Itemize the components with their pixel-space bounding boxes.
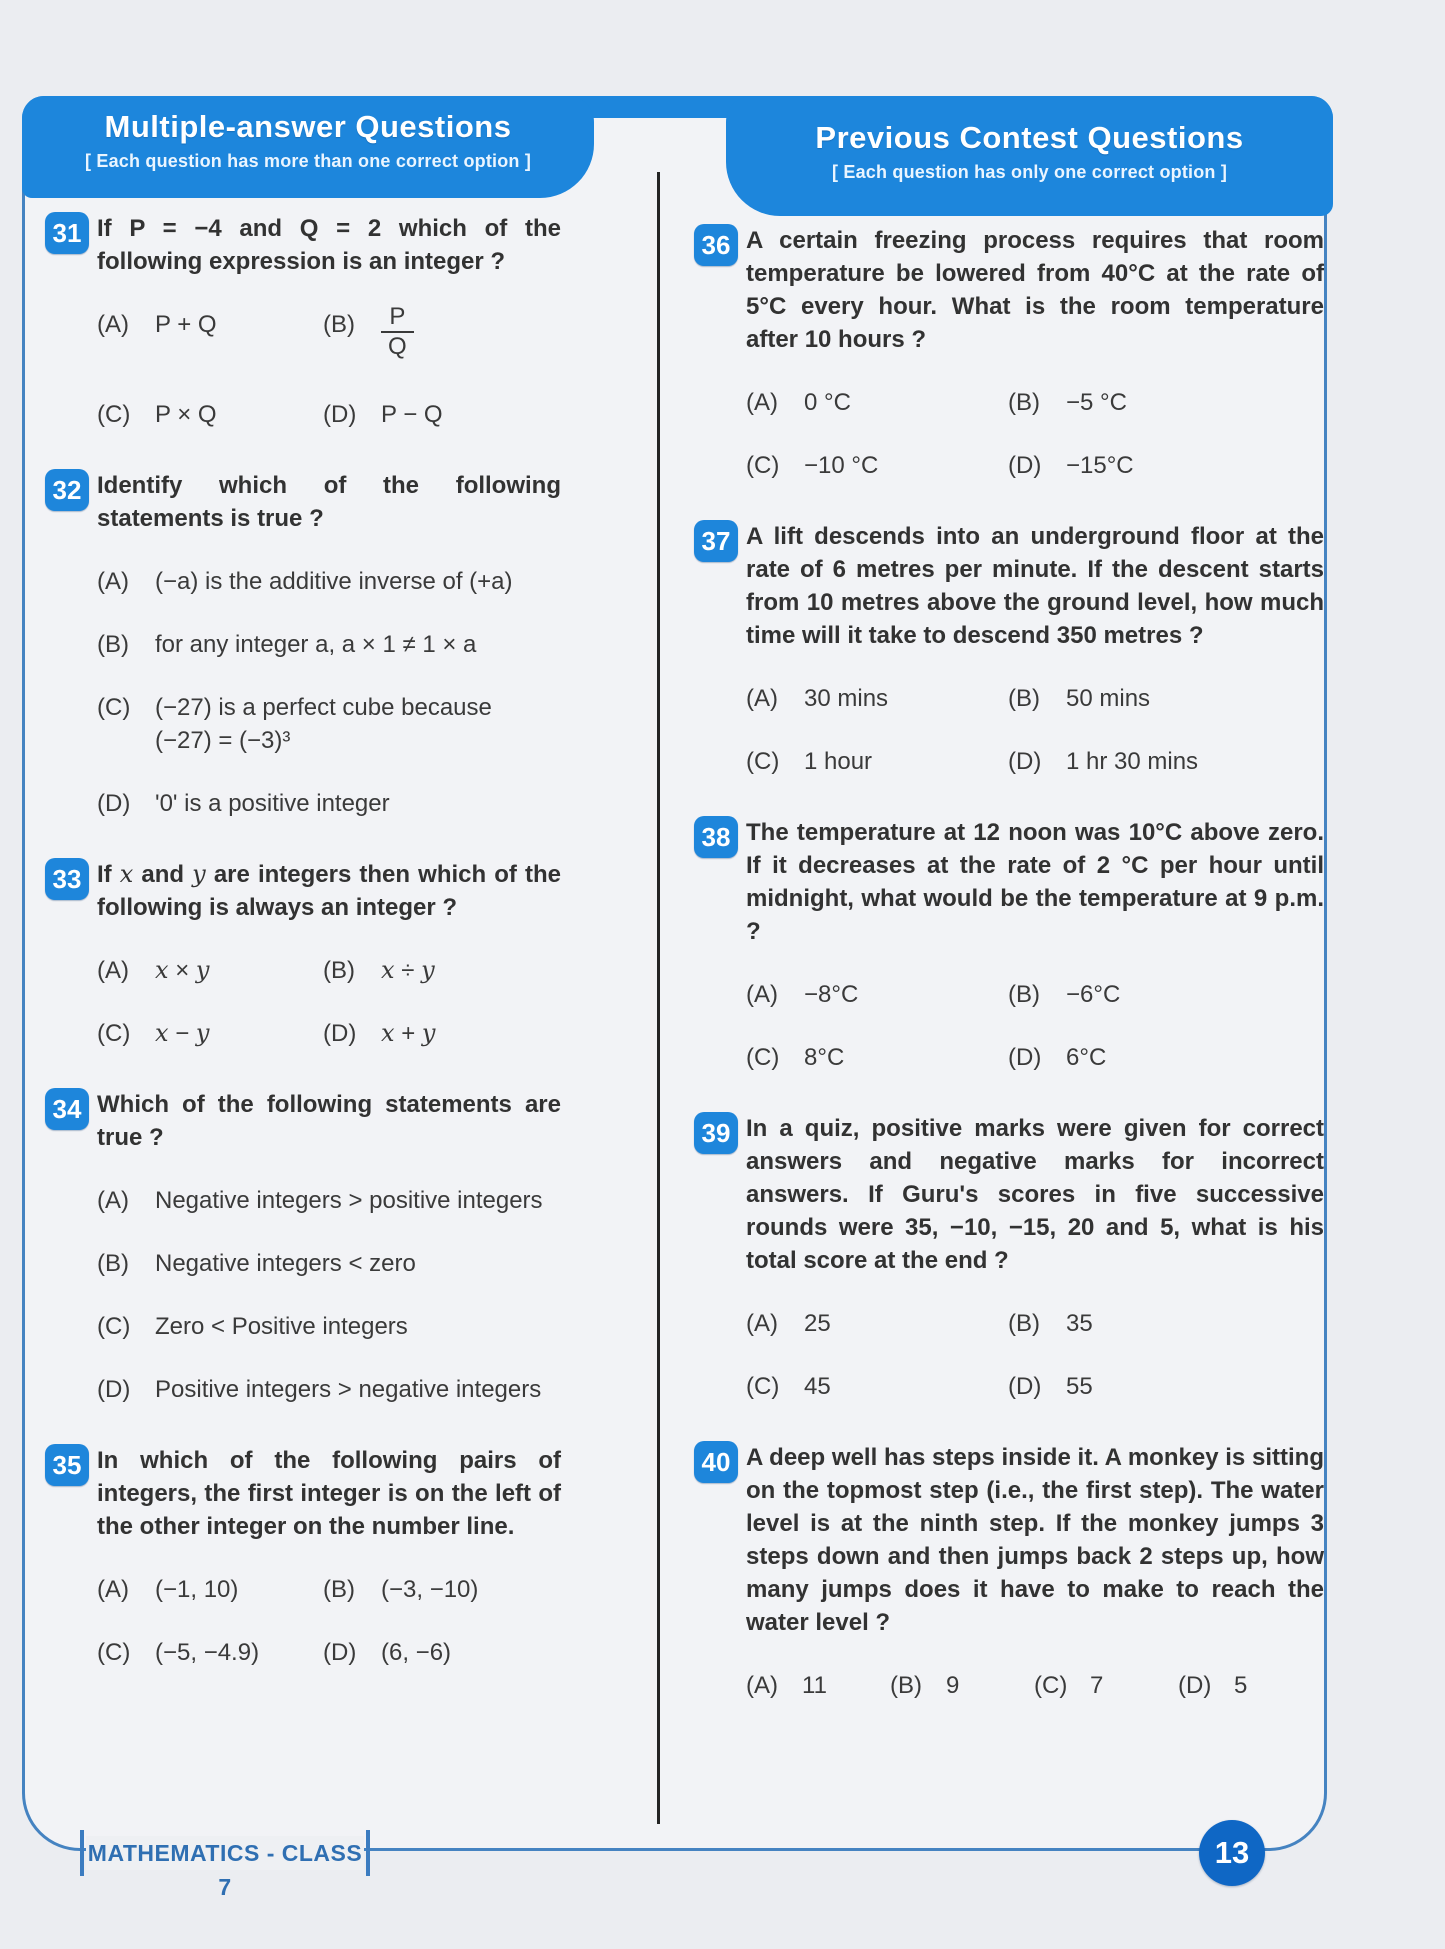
option [1008, 386, 1324, 419]
options-stack [97, 1184, 561, 1406]
option-label: (C) [97, 401, 131, 429]
question-text: Which of the following statements are true ? [97, 1091, 561, 1152]
question-text: The temperature at 12 noon was 10°C above zero. If it decreases at the rate of 2 °C per hour until midnight, what would be the temperature at 9 p.m. ? [746, 819, 1324, 945]
question-text: If x and y are integers then which of the following is always an integer ? [97, 860, 561, 922]
question [45, 858, 561, 1050]
option-value: −10 °C [804, 452, 879, 479]
option-label: (B) [890, 1672, 922, 1699]
option [323, 398, 561, 431]
question-number-badge: 34 [45, 1088, 89, 1130]
question-number-badge: 39 [694, 1112, 738, 1154]
option [746, 449, 1008, 482]
option [97, 308, 323, 368]
options-grid [746, 978, 1324, 1074]
option-value: (−1, 10) [155, 1576, 239, 1604]
option-label: (C) [97, 694, 131, 722]
option [890, 1669, 994, 1702]
option [746, 386, 1008, 419]
option [323, 1636, 561, 1669]
fraction [381, 303, 414, 360]
question-number-badge: 31 [45, 212, 89, 254]
option-label: (D) [323, 1639, 357, 1667]
footer-tick-left [80, 1830, 84, 1876]
option [746, 978, 1008, 1011]
option-label: (D) [97, 1376, 131, 1404]
option-label: (B) [1008, 389, 1040, 416]
option-label: (D) [323, 401, 357, 429]
math-variable: x [381, 1019, 395, 1048]
option-value: (−3, −10) [381, 1576, 479, 1604]
option [1008, 1370, 1324, 1403]
question-number-badge: 35 [45, 1444, 89, 1486]
question-text: A certain freezing process requires that room temperature be lowered from 40°C at the rate of 5°C every hour. What is the room temperature after 10 hours ? [746, 227, 1324, 353]
option-value: P − Q [381, 401, 443, 429]
option [323, 1017, 561, 1050]
option-label: (A) [746, 1310, 778, 1337]
option-label: (A) [746, 389, 778, 416]
option-label: (C) [746, 1373, 780, 1400]
option [1008, 1041, 1324, 1074]
option-value: 1 hr 30 mins [1066, 748, 1199, 775]
math-variable: x [155, 956, 169, 985]
question [694, 1112, 1324, 1403]
option-label: (C) [746, 1044, 780, 1071]
question-number-badge: 32 [45, 469, 89, 511]
footer-tick-right [366, 1830, 370, 1876]
math-variable: y [192, 860, 206, 889]
option-value: 0 °C [804, 389, 851, 416]
option [1034, 1669, 1138, 1702]
option-label: (A) [746, 981, 778, 1008]
option [97, 691, 561, 757]
question-number-badge: 38 [694, 816, 738, 858]
options-row [746, 1669, 1324, 1702]
option-value: 8°C [804, 1044, 845, 1071]
math-variable: y [195, 1019, 210, 1048]
options-grid [97, 1573, 561, 1669]
question-number-badge: 37 [694, 520, 738, 562]
option-value: −5 °C [1066, 389, 1127, 416]
math-variable: x [381, 956, 395, 985]
option [323, 303, 561, 368]
option-label: (D) [1178, 1672, 1212, 1699]
option-value: Zero < Positive integers [155, 1313, 408, 1341]
option-label: (C) [97, 1020, 131, 1048]
section-subtitle-right: [ Each question has only one correct option ] [831, 162, 1228, 182]
option-value: 9 [946, 1672, 960, 1699]
option-value: 5 [1234, 1672, 1248, 1699]
option-value: 55 [1066, 1373, 1093, 1400]
option-value: for any integer a, a × 1 ≠ 1 × a [155, 631, 477, 659]
option-value: Positive integers > negative integers [155, 1376, 542, 1404]
option-label: (A) [97, 1576, 129, 1604]
option [323, 1573, 561, 1606]
options-stack [97, 565, 561, 820]
option-value: 11 [802, 1672, 827, 1699]
options-grid [97, 954, 561, 1050]
option-label: (C) [746, 748, 780, 775]
option-value: 35 [1066, 1310, 1093, 1337]
math-variable: x [119, 860, 134, 889]
question-number-badge: 33 [45, 858, 89, 900]
option-label: (C) [97, 1639, 131, 1667]
options-grid [746, 386, 1324, 482]
option-value: x × y [155, 956, 210, 985]
options-grid [746, 1307, 1324, 1403]
page-number: 13 [1214, 1835, 1250, 1870]
option-label: (B) [1008, 981, 1040, 1008]
footer-label: MATHEMATICS - CLASS 7 [86, 1836, 364, 1870]
option-label: (B) [323, 311, 355, 338]
option-value: −6°C [1066, 981, 1121, 1008]
option [746, 1307, 1008, 1340]
section-title-left: Multiple-answer Questions [104, 109, 512, 144]
option-label: (C) [746, 452, 780, 479]
option-label: (B) [323, 957, 355, 985]
option-value: 25 [804, 1310, 831, 1337]
option [1008, 745, 1324, 778]
math-variable: y [421, 956, 435, 985]
math-variable: y [421, 1019, 436, 1048]
option-label: (A) [97, 1187, 129, 1215]
option [1008, 978, 1324, 1011]
banner-multiple-answer [22, 96, 594, 198]
option [323, 954, 561, 987]
option [97, 1373, 561, 1406]
option [746, 1041, 1008, 1074]
option [97, 1636, 323, 1669]
option [746, 682, 1008, 715]
question [45, 1444, 561, 1669]
option [1008, 449, 1324, 482]
option [746, 745, 1008, 778]
question-text: A deep well has steps inside it. A monkey is sitting on the topmost step (i.e., the first step). The water level is at the ninth step. If the monkey jumps 3 steps down and then jumps back 2 steps up, how many jumps does it have to make to reach the water level ? [746, 1444, 1324, 1636]
option-label: (B) [97, 631, 129, 659]
option-label: (D) [1008, 748, 1042, 775]
option-value: x − y [155, 1019, 210, 1048]
option-value: 6°C [1066, 1044, 1107, 1071]
options-grid [97, 303, 561, 431]
option-label: (C) [1034, 1672, 1068, 1699]
section-title-right: Previous Contest Questions [815, 120, 1244, 155]
option-value: (−27) is a perfect cube because (−27) = (−3)³ [155, 694, 492, 755]
option-value: (−a) is the additive inverse of (+a) [155, 568, 513, 596]
fraction-numerator: P [389, 303, 406, 330]
option-value: 50 mins [1066, 685, 1151, 712]
option-label: (C) [97, 1313, 131, 1341]
option [97, 628, 561, 661]
option-label: (B) [1008, 685, 1040, 712]
option-value: 45 [804, 1373, 831, 1400]
question [694, 816, 1324, 1074]
question [45, 469, 561, 820]
option-value: (−5, −4.9) [155, 1639, 260, 1667]
option-value: '0' is a positive integer [155, 790, 390, 818]
option-value: P + Q [155, 311, 217, 338]
option-label: (D) [1008, 1373, 1042, 1400]
question-text: In a quiz, positive marks were given for correct answers and negative marks for incorrect answers. If Guru's scores in five successive rounds were 35, −10, −15, 20 and 5, what is his total score at the end ? [746, 1115, 1324, 1274]
option-label: (B) [97, 1250, 129, 1278]
option-value: Negative integers > positive integers [155, 1187, 543, 1215]
question-text: A lift descends into an underground floor at the rate of 6 metres per minute. If the descent starts from 10 metres above the ground level, how much time will it take to descend 350 metres ? [746, 523, 1324, 649]
option [97, 398, 323, 431]
options-grid [746, 682, 1324, 778]
question [694, 520, 1324, 778]
math-variable: y [195, 956, 210, 985]
option-value: x + y [381, 1019, 436, 1048]
option-value: 30 mins [804, 685, 889, 712]
math-variable: x [155, 1019, 169, 1048]
option [97, 1184, 561, 1217]
question [45, 212, 561, 431]
left-column [45, 212, 561, 1707]
option [97, 1017, 323, 1050]
fraction-denominator: Q [381, 331, 414, 361]
column-divider [657, 172, 660, 1824]
option-value: 7 [1090, 1672, 1104, 1699]
option-label: (B) [1008, 1310, 1040, 1337]
option [1008, 1307, 1324, 1340]
right-column [694, 224, 1324, 1740]
option-value: −15°C [1066, 452, 1134, 479]
option-value: 1 hour [804, 748, 873, 775]
option-value: (6, −6) [381, 1639, 452, 1667]
banner-previous-contest [726, 96, 1333, 216]
option [97, 1310, 561, 1343]
question [45, 1088, 561, 1406]
question-text: Identify which of the following statements is true ? [97, 472, 561, 533]
option-label: (A) [97, 568, 129, 596]
option-label: (A) [746, 1672, 778, 1699]
option-value [381, 303, 414, 368]
option-value: P × Q [155, 401, 217, 429]
option-label: (A) [746, 685, 778, 712]
option-label: (B) [323, 1576, 355, 1604]
option [97, 787, 561, 820]
option [97, 1573, 323, 1606]
option-label: (D) [1008, 452, 1042, 479]
option [1008, 682, 1324, 715]
question [694, 224, 1324, 482]
option-label: (A) [97, 957, 129, 985]
option [97, 954, 323, 987]
option [97, 565, 561, 598]
option [97, 1247, 561, 1280]
option [1178, 1669, 1282, 1702]
section-subtitle-left: [ Each question has more than one correct option ] [84, 151, 532, 171]
option [746, 1370, 1008, 1403]
option-label: (A) [97, 311, 129, 338]
option-value: x ÷ y [381, 956, 435, 985]
option-value: Negative integers < zero [155, 1250, 416, 1278]
question-text: In which of the following pairs of integers, the first integer is on the left of the other integer on the number line. [97, 1447, 561, 1541]
option [746, 1669, 850, 1702]
option-value: −8°C [804, 981, 859, 1008]
page-number-circle [1199, 1820, 1265, 1886]
option-label: (D) [323, 1020, 357, 1048]
question-number-badge: 40 [694, 1441, 738, 1483]
option-label: (D) [97, 790, 131, 818]
question-number-badge: 36 [694, 224, 738, 266]
question-text: If P = −4 and Q = 2 which of the following expression is an integer ? [97, 215, 561, 275]
option-label: (D) [1008, 1044, 1042, 1071]
question [694, 1441, 1324, 1702]
